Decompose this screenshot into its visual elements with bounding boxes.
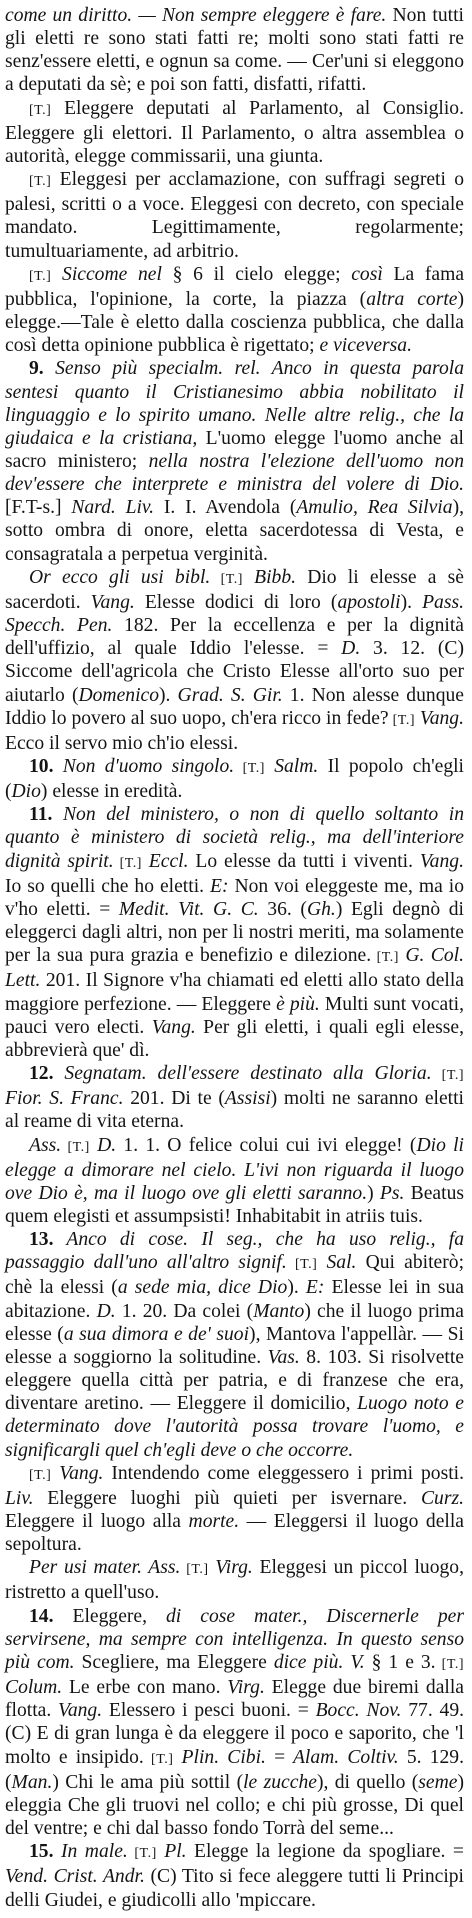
text-run: Lo elesse da tutti i viventi.	[188, 850, 414, 872]
text-run: ), Mantova l'appellàr. — Si elesse a soggiorno la solitudine.	[5, 1323, 464, 1368]
paragraph-p5	[5, 566, 464, 755]
text-run: ).	[400, 591, 413, 613]
text-run: Elesse lei in sua abitazione.	[5, 1277, 464, 1322]
text-run: 10.	[29, 756, 54, 777]
text-run: 201. Il Signore v'ha chiamati ed eletti allo stato della maggiore perfezione. — Eleggere	[5, 970, 464, 1015]
text-run: Intendendo come eleggessero i primi posti.	[103, 1462, 464, 1484]
text-run: così	[340, 263, 383, 285]
text-run: ) Chi le ama più sottil (	[52, 1771, 244, 1793]
text-run: I. I. Avendola (	[154, 497, 297, 519]
text-run: Eleggesi un piccol luogo, ristretto a quell'uso.	[5, 1557, 465, 1604]
text-run: [T.]	[29, 174, 52, 190]
text-run: Manto	[253, 1300, 305, 1322]
text-run: § 6 il cielo elegge;	[161, 263, 341, 285]
text-run: 3. 12. (C) Siccome dell'agricola che Cristo Elesse all'orto suo per aiutarlo (	[5, 638, 464, 706]
text-run: [T.]	[234, 761, 265, 776]
text-run: ) eleggia Che gli truovi nel collo; e chi più grosse, Di quel del ventre; e chi dal basso fondo Torrà del seme...	[5, 1771, 464, 1840]
text-run: Virg.	[220, 1677, 265, 1699]
text-run: La fama pubblica, l'opinione, la corte, la piazza (	[5, 263, 465, 310]
text-run: 14.	[29, 1605, 54, 1627]
text-run: D.	[328, 638, 361, 660]
text-run: Qui abiterò; chè la elessi (	[5, 1252, 465, 1299]
text-run: Salm.	[264, 756, 319, 777]
text-run: ) che il luogo prima elesse (	[5, 1300, 464, 1345]
text-run: a sua dimora e de' suoi	[63, 1323, 250, 1345]
text-run: Pass. Specch. Pen.	[5, 591, 465, 637]
text-run: Dio	[11, 781, 41, 803]
text-run: Man.	[11, 1771, 53, 1793]
text-run: Segnatam. dell'essere destinato alla Gloria.	[53, 1063, 432, 1085]
text-run: [T.]	[127, 1846, 157, 1862]
text-run: [T.]	[286, 1257, 318, 1273]
paragraph-p7	[5, 803, 464, 1062]
text-run: G. Col. Lett.	[5, 945, 464, 992]
paragraph-p0	[5, 4, 464, 97]
text-run: Vang.	[144, 1016, 196, 1038]
text-run: Curz.	[407, 1487, 464, 1509]
text-run: Nard. Liv.	[61, 497, 155, 519]
text-run: Luogo noto e determinato dove l'autorità possa trovare l'uomo, e significargli quel ch'egli deve o che occorre.	[5, 1393, 464, 1461]
text-run: ), di quello (	[316, 1771, 419, 1793]
text-run: Ecco il servo mio ch'io elessi.	[5, 732, 239, 754]
text-run: Non tutti gli eletti re sono stati fatti re; molti sono stati fatti re senz'essere eletti, e ognun sa come. — Cer'uni si eleggono a deputati da sè; e poi son fatti, disfatti, rifatti.	[5, 5, 464, 96]
text-run: L'uomo elegge l'uomo anche al sacro ministero;	[5, 427, 464, 472]
text-run: 13.	[29, 1229, 54, 1251]
text-run: [T.]	[210, 571, 243, 587]
text-run: Vang.	[414, 707, 465, 729]
text-run: 201. Di te (	[123, 1088, 225, 1110]
text-run: Per gli eletti, i quali egli elesse, abbrevierà que' dì.	[5, 1016, 464, 1061]
text-run: [T.]	[180, 1562, 209, 1578]
text-run: Le erbe con mano.	[62, 1677, 221, 1699]
text-run: 36. (	[258, 898, 307, 920]
text-run: Alam. Coltiv.	[285, 1746, 399, 1768]
text-run: ) elegge.—Tale è eletto dalla coscienza pubblica, che dalla così detta opinione pubblica è rigettato;	[5, 288, 464, 357]
text-run: ).	[287, 1277, 299, 1299]
text-run: Vend. Crist. Andr.	[5, 1866, 145, 1888]
text-run: (C) Tito si fece aleggere tutti li Principi delli Giudei, e giudicolli allo 'mpiccare.	[5, 1866, 465, 1911]
text-run: 1. Non alesse dunque Iddio lo povero al suo uopo, ch'era ricco in fede?	[5, 684, 464, 729]
paragraph-p1	[5, 97, 464, 168]
text-run: 1. 1. O felice colui cui ivi elegge! (	[116, 1134, 417, 1156]
text-run: Sal.	[317, 1252, 357, 1274]
text-run: Vang.	[51, 1462, 104, 1484]
text-run: )	[367, 1182, 374, 1204]
text-run: Plin. Cibi.	[173, 1746, 266, 1768]
text-run: [T.]	[435, 1656, 464, 1672]
text-run: 5. 129. (	[5, 1746, 465, 1793]
text-run: 1. 20. Da colei (	[115, 1300, 254, 1322]
text-run: Eccl.	[141, 850, 189, 872]
text-run: E:	[204, 875, 229, 897]
text-run: [T.]	[431, 1068, 464, 1084]
paragraph-p3	[5, 263, 464, 358]
paragraph-p14	[5, 1840, 464, 1911]
text-run: Virg.	[208, 1557, 253, 1579]
text-run: 11.	[29, 804, 53, 826]
text-run: § 1 e 3.	[364, 1651, 436, 1673]
text-run: 77. 49. (C) E di gran lunga è da eleggere il poco e saporito, che 'l molto e insipido.	[5, 1700, 465, 1768]
paragraph-p13	[5, 1605, 464, 1841]
paragraph-p11	[5, 1462, 464, 1557]
text-run: Eleggere luoghi più quieti per isvernare.	[33, 1487, 408, 1509]
paragraph-p6	[5, 755, 464, 803]
text-run: Anco di cose. Il seg., che ha uso relig., fa passaggio dall'uno all'altro signif.	[5, 1229, 464, 1274]
text-run: ), sotto ombra di onore, eletta sacerdotessa di Vesta, e consagratala a perpetua verginità.	[5, 497, 464, 565]
text-run: In male.	[53, 1841, 128, 1863]
text-run: Elegge la legione da spogliare. =	[186, 1841, 464, 1863]
text-run: Siccome nel	[51, 263, 162, 285]
text-run: Non d'uomo singolo.	[53, 756, 235, 777]
text-run: Liv.	[5, 1487, 34, 1509]
text-run: Senso più specialm. rel. Anco in questa parola sentesi quanto il Cristianesimo abbia nobilitato il linguaggio e lo spirito umano. Nelle altre relig., che la giudaica e la cristiana,	[5, 358, 464, 449]
text-run: Or ecco gli usi bibl.	[29, 566, 211, 588]
text-run: Il popolo ch'egli (	[5, 756, 464, 803]
text-run: apostoli	[337, 591, 401, 613]
text-run: ) Egli degnò di eleggerci dagli altri, non per li nostri meriti, ma solamente per la sua pura grazia e benefizio e dilezione.	[5, 898, 464, 967]
text-run: Ps.	[373, 1182, 405, 1204]
text-run: Assisi	[224, 1088, 271, 1110]
paragraph-p4	[5, 357, 464, 565]
text-run: D.	[89, 1134, 117, 1156]
text-run: Pl.	[156, 1841, 187, 1863]
text-run: ) molti ne saranno eletti al reame di vita eterna.	[5, 1088, 464, 1133]
text-run: di cose mater., Discernerle per servirsene, ma sempre con intelligenza. In questo senso più com.	[5, 1605, 464, 1673]
paragraph-p9	[5, 1134, 464, 1229]
text-run: Amulio, Rea Silvia	[296, 497, 453, 519]
text-run: le zucche	[243, 1771, 317, 1793]
text-run: Bibb.	[242, 566, 297, 588]
paragraph-p12	[5, 1556, 464, 1604]
text-run: Dio li elegge a dimorare nel cielo. L'ivi non riguarda il luogo ove Dio è, ma il luogo ove gli eletti saranno.	[5, 1134, 465, 1204]
text-run: Vas.	[261, 1346, 300, 1368]
paragraph-p10	[5, 1228, 464, 1462]
text-run: [F.T-s.]	[5, 497, 62, 519]
text-run: Vang.	[51, 1700, 103, 1722]
text-run: 12.	[29, 1063, 54, 1085]
text-run: 15.	[29, 1841, 54, 1863]
text-run: Eleggere,	[53, 1605, 148, 1627]
text-run: nella nostra l'elezione dell'uomo non dev'essere che interprete e ministra del volere di Dio.	[5, 450, 464, 496]
text-run: Vang.	[413, 850, 464, 872]
text-run: ).	[159, 684, 171, 706]
text-run: Bocc. Nov.	[308, 1700, 402, 1722]
text-run: [T.]	[61, 1139, 90, 1155]
text-run: Io so quelli che ho eletti.	[5, 875, 205, 897]
text-run: Scegliere, ma Eleggere	[74, 1651, 267, 1673]
text-run: Fior. S. Franc.	[5, 1088, 124, 1110]
text-run: Elegge due biremi dalla flotta.	[5, 1677, 464, 1722]
text-run: Elesse dodici di loro (	[134, 591, 338, 613]
text-run: Ass.	[29, 1134, 62, 1156]
text-run: Non voi eleggeste me, ma io v'ho eletti. =	[5, 875, 464, 920]
text-run: seme	[418, 1771, 458, 1793]
text-run: [T.]	[29, 102, 52, 118]
text-run: è più.	[271, 993, 320, 1015]
text-run: ) elesse in eredità.	[40, 781, 183, 803]
text-run: E:	[298, 1277, 325, 1299]
text-run: 182. Per la eccellenza e per la dignità dell'uffizio, al quale Iddio l'elesse. =	[5, 615, 465, 660]
text-run: Medit. Vit. G. C.	[110, 898, 259, 920]
text-run: [T.]	[29, 268, 52, 284]
text-run: Per usi mater. Ass.	[29, 1557, 181, 1579]
text-run: come un diritto. — Non sempre eleggere è fare.	[5, 5, 387, 26]
text-run: — Eleggersi il luogo della sepoltura.	[5, 1511, 464, 1556]
entry-text	[5, 4, 464, 1912]
text-run: [T.]	[143, 1751, 174, 1767]
text-run: 8. 103. Si risolvette eleggere quella città per patria, e di franzese che era, diventare aretino. — Eleggere il domicilio,	[5, 1346, 464, 1415]
text-run: Gh.	[306, 898, 336, 920]
text-run: Non del ministero, o non di quello soltanto in quanto è ministero di società relig., ma dell'interiore dignità spirit.	[5, 804, 464, 872]
text-run: dice più. V.	[266, 1651, 365, 1673]
text-run: Dio li elesse a sè sacerdoti.	[5, 566, 465, 613]
text-run: [T.]	[388, 712, 415, 728]
text-run: e viceversa.	[314, 335, 412, 357]
text-run: Eleggere il luogo alla	[5, 1511, 182, 1532]
text-run: altra corte	[366, 288, 458, 310]
text-run: Eleggere deputati al Parlamento, al Consiglio. Eleggere gli elettori. Il Parlamento, o altra assemblea o autorità, elegge commissarii, una giunta.	[5, 97, 464, 167]
text-run: Eleggesi per acclamazione, con suffragi segreti o palesi, scritti o a voce. Eleggesi con decreto, con speciale mandato. Legittimamente, regolarmente; tumultuariamente, ad arbitrio.	[5, 169, 464, 262]
text-run: Multi sunt vocati, pauci vero electi.	[5, 993, 464, 1038]
text-run: 9.	[29, 358, 44, 380]
paragraph-p8	[5, 1062, 464, 1133]
text-run: [T.]	[371, 950, 399, 966]
text-run: Vang.	[80, 591, 135, 613]
paragraph-p2	[5, 168, 464, 263]
text-run: [T.]	[113, 855, 142, 871]
text-run: [T.]	[29, 1467, 52, 1483]
text-run: D.	[90, 1300, 116, 1322]
text-run: Grad. S. Gir.	[170, 684, 283, 706]
text-run: a sede mia, dice Dio	[117, 1277, 288, 1299]
text-run: Domenico	[78, 684, 160, 706]
text-run: morte.	[181, 1511, 240, 1532]
text-run: Colum.	[5, 1677, 63, 1699]
text-run: =	[265, 1746, 286, 1768]
text-run: Beatus quem elegisti et assumpsisti! Inhabitabit in atriis tuis.	[5, 1182, 464, 1227]
text-run: Elessero i pesci buoni. =	[102, 1700, 309, 1722]
